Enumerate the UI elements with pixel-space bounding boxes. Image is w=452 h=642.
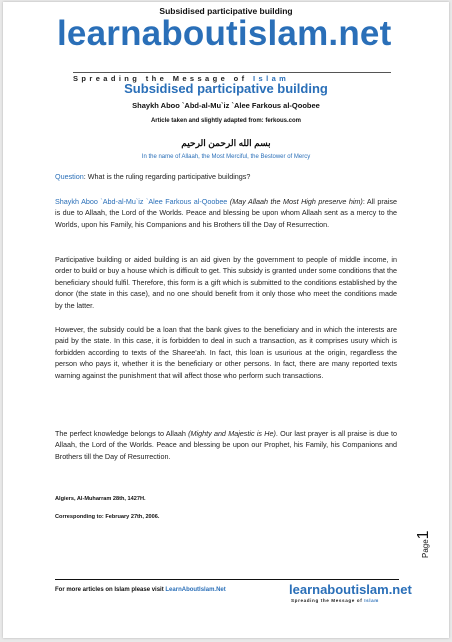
date-gregorian: Corresponding to: February 27th, 2006. <box>55 514 160 520</box>
page-number <box>415 530 433 558</box>
document-page <box>3 2 449 638</box>
tagline-prefix: Spreading the Message of <box>73 74 254 83</box>
article-title: Subsidised participative building <box>124 81 328 96</box>
answer-intro <box>55 196 397 239</box>
paragraph-1 <box>55 254 397 320</box>
footer-tagline-prefix: Spreading the Message of <box>291 598 365 603</box>
question-block <box>55 171 397 191</box>
closing-paragraph <box>55 428 397 471</box>
footer-text <box>55 587 226 593</box>
basmala-english: In the name of Allaah, the Most Merciful, the Bestower of Mercy <box>141 154 311 160</box>
source-note: Article taken and slightly adapted from: ferkous.com <box>150 118 302 124</box>
date-hijri: Algiers, Al-Muharram 28th, 1427H. <box>55 496 146 502</box>
page-label-text: Page <box>421 539 430 558</box>
footer-tagline <box>291 598 379 603</box>
closing-italic: (Mighty and Majestic is He) <box>188 429 276 438</box>
top-heading: Subsidised participative building <box>159 6 293 16</box>
tagline-accent: Islam <box>253 74 290 83</box>
paragraph-1-text: Participative building or aided building is an aid given by the government to people of middle income, in order to build or buy a house which is difficult to get. This subsidy is granted under some conditions that the beneficiary should fulfil. Therefore, this form is a gift which is submitted to the conditions established by the donor (the state in this case), and no one should benefit from it only those who meet the conditions made by the latter. <box>55 255 397 310</box>
answer-intro-text: : All praise is due to Allaah, the Lord of the Worlds. Peace and blessing be upon whom Allaah sent as a mercy to the Worlds, upon his Family, his Companions and his Brothers till the Day of Resurrection. <box>55 197 397 229</box>
footer-divider <box>55 579 399 580</box>
site-logo <box>57 14 397 54</box>
site-logo-text: learnaboutislam.net <box>57 14 392 53</box>
paragraph-2 <box>55 324 397 390</box>
question-label: Question <box>55 172 84 181</box>
question-text: : What is the ruling regarding participative buildings? <box>83 172 251 181</box>
answer-honorific: (May Allaah the Most High preserve him) <box>229 197 363 206</box>
footer-link[interactable]: LearnAboutIslam.Net <box>165 587 226 593</box>
basmala-arabic: بسم الله الرحمن الرحيم <box>181 138 271 148</box>
page-number-value: 1 <box>415 530 432 540</box>
footer-logo: learnaboutislam.net <box>289 582 412 597</box>
article-author: Shaykh Aboo `Abd-al-Mu`iz `Alee Farkous al-Qoobee <box>132 101 320 110</box>
footer-tagline-accent: Islam <box>364 598 379 603</box>
answer-shaykh-name: Shaykh Aboo `Abd-al-Mu`iz `Alee Farkous al-Qoobee <box>55 197 228 206</box>
closing-after: . Our last prayer is all praise is due to Allaah, the Lord of the Worlds. Peace and blessing be upon our Prophet, his Family, his Companions and Brothers till the Day of Resurrection. <box>55 429 397 461</box>
footer-prefix: For more articles on Islam please visit <box>55 587 166 593</box>
closing-before: The perfect knowledge belongs to Allaah <box>55 429 189 438</box>
paragraph-2-text: However, the subsidy could be a loan that the bank gives to the beneficiary and in which the interests are paid by the state. In this case, it is forbidden to deal in such a transaction, as it comprises usury which is forbidden according to texts of the Sharee'ah. In fact, this loan is usurious at the origin, regardless the person who pays it, whether it is the beneficiary or other persons. In fact, there are many reported texts warning against the punishment that will affect those who perform such transactions. <box>55 325 397 380</box>
